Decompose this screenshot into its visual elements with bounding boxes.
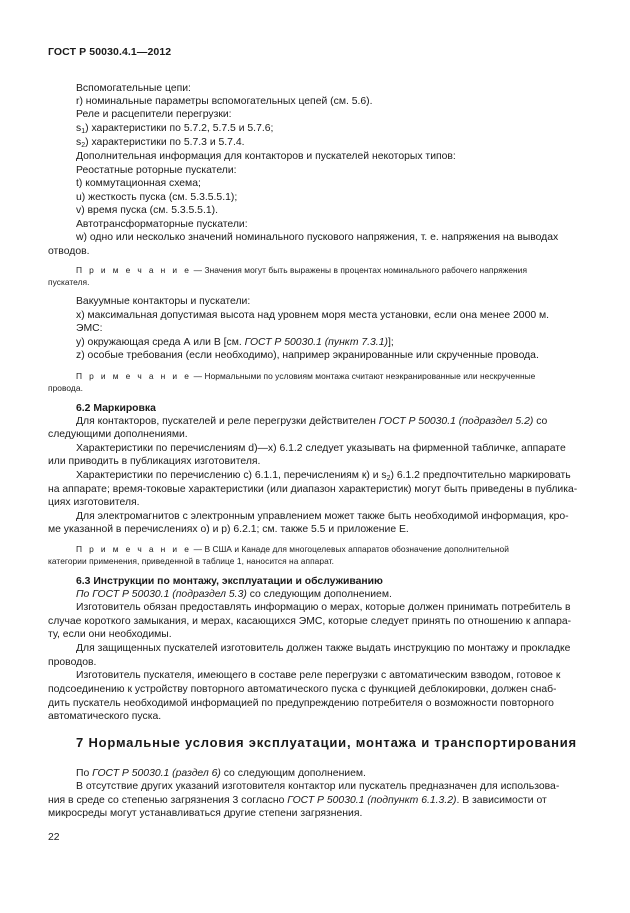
text-line: $s_2$) характеристики по 5.7.3 и 5.7.4. bbox=[76, 137, 245, 149]
section-heading-7: 7 Нормальные условия эксплуатации, монтажа и транспортирования bbox=[76, 735, 577, 750]
text-line: или приводить в публикациях изготовителя. bbox=[48, 456, 261, 467]
text-line: дить пускатель необходимой информацией по предупреждению потребителя о возможности повторного bbox=[48, 698, 554, 709]
text-line: Вспомогательные цепи: bbox=[76, 83, 191, 94]
note-line: П р и м е ч а н и е — В США и Канаде для многоцелевых аппаратов обозначение дополнительной bbox=[76, 544, 509, 554]
text-line: x) максимальная допустимая высота над уровнем моря места установки, если она менее 2000 м. bbox=[76, 310, 550, 321]
text-line: По ГОСТ Р 50030.1 (раздел 6) со следующим дополнением. bbox=[76, 768, 366, 779]
text-line: Реле и расцепители перегрузки: bbox=[76, 109, 232, 120]
note-line: П р и м е ч а н и е — Нормальными по условиям монтажа считают неэкранированные или нескрученные bbox=[76, 371, 536, 381]
text-line: $s_1$) характеристики по 5.7.2, 5.7.5 и 5.7.6; bbox=[76, 123, 274, 135]
note-line: пускателя. bbox=[48, 277, 90, 287]
section-heading-6-3: 6.3 Инструкции по монтажу, эксплуатации и обслуживанию bbox=[76, 576, 383, 587]
text-line: ЭМС: bbox=[76, 323, 103, 334]
text-line: Для электромагнитов с электронным управлением может также быть необходимой информация, кро- bbox=[76, 511, 569, 522]
note-line: П р и м е ч а н и е — Значения могут быть выражены в процентах номинального рабочего напряжения bbox=[76, 265, 528, 275]
text-line: Характеристики по перечислениям d)—x) 6.1.2 следует указывать на фирменной табличке, аппарате bbox=[76, 443, 566, 454]
section-heading-6-2: 6.2 Маркировка bbox=[76, 403, 156, 414]
text-line: проводов. bbox=[48, 657, 97, 668]
text-line: w) одно или несколько значений номинального пускового напряжения, т. е. напряжения на выводах bbox=[76, 232, 559, 243]
text-line: Вакуумные контакторы и пускатели: bbox=[76, 296, 251, 307]
text-line: Для защищенных пускателей изготовитель должен также выдать инструкцию по монтажу и прокладке bbox=[76, 643, 571, 654]
text-line: автоматического пуска. bbox=[48, 711, 162, 722]
text-line: отводов. bbox=[48, 246, 90, 257]
text-line: циях изготовителя. bbox=[48, 497, 140, 508]
note-line: провода. bbox=[48, 383, 83, 393]
text-line: на аппарате; время-токовые характеристики (или диапазон характеристик) могут быть приведены в публика- bbox=[48, 484, 578, 495]
text-line: ния в среде со степенью загрязнения 3 согласно ГОСТ Р 50030.1 (подпункт 6.1.3.2). В зависимости от bbox=[48, 795, 547, 806]
text-line: t) коммутационная схема; bbox=[76, 178, 201, 189]
standard-header: ГОСТ Р 50030.4.1—2012 bbox=[48, 46, 172, 58]
text-line: следующими дополнениями. bbox=[48, 429, 188, 440]
text-line: Изготовитель пускателя, имеющего в составе реле перегрузки с автоматическим взводом, готовое к bbox=[76, 670, 561, 681]
text-line: Реостатные роторные пускатели: bbox=[76, 165, 237, 176]
text-line: Автотрансформаторные пускатели: bbox=[76, 219, 248, 230]
page-number: 22 bbox=[48, 832, 60, 843]
text-line: Изготовитель обязан предоставлять информацию о мерах, которые должен принимать потребитель в bbox=[76, 602, 571, 613]
text-line: подсоединению к устройству повторного автоматического пуска с функцией деблокировки, должен снаб- bbox=[48, 684, 557, 695]
note-line: категории применения, приведенной в таблице 1, наносится на аппарат. bbox=[48, 556, 334, 566]
text-line: u) жесткость пуска (см. 5.3.5.5.1); bbox=[76, 192, 238, 203]
text-line: микросреды могут устанавливаться другие степени загрязнения. bbox=[48, 808, 363, 819]
text-line: r) номинальные параметры вспомогательных цепей (см. 5.6). bbox=[76, 96, 373, 107]
text-line: Характеристики по перечислению с) 6.1.1, перечислениям к) и $s_2$) 6.1.2 предпочтительно маркировать bbox=[76, 470, 571, 482]
text-line: z) особые требования (если необходимо), например экранированные или скрученные провода. bbox=[76, 350, 539, 361]
text-line: По ГОСТ Р 50030.1 (подраздел 5.3) со следующим дополнением. bbox=[76, 589, 392, 600]
text-line: ту, если они необходимы. bbox=[48, 629, 172, 640]
text-line: Дополнительная информация для контакторов и пускателей некоторых типов: bbox=[76, 151, 456, 162]
text-line: y) окружающая среда А или В [см. ГОСТ Р 50030.1 (пункт 7.3.1)]; bbox=[76, 337, 394, 348]
text-line: v) время пуска (см. 5.3.5.5.1). bbox=[76, 205, 218, 216]
text-line: ме указанной в перечислениях о) и р) 6.2.1; см. также 5.5 и приложение Е. bbox=[48, 524, 409, 535]
text-line: Для контакторов, пускателей и реле перегрузки действителен ГОСТ Р 50030.1 (подраздел 5.2) со bbox=[76, 416, 548, 427]
text-line: В отсутствие других указаний изготовителя контактор или пускатель предназначен для использова- bbox=[76, 781, 560, 792]
text-line: случае короткого замыкания, и мерах, касающихся ЭМС, которые следует принять по отношению к аппара- bbox=[48, 616, 572, 627]
